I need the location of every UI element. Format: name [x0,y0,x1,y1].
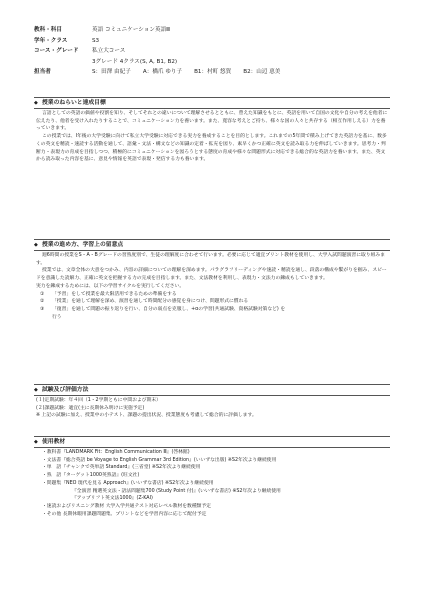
material-item: ・熟 語『ターゲット1000英熟語』(旺文社) [42,473,140,479]
teacher-s: S：田澤 由紀子 [92,69,131,76]
section-aims-title: 授業のねらいと達成目標 [42,100,106,106]
subject-row [34,25,394,36]
cycle-item [36,306,390,314]
course-info [34,25,394,78]
material-item: ・単 語『チャンクで英単語 Standard』(三省堂) ※S2年次より継続使用 [42,465,201,471]
diamond-icon: ◆ [34,242,38,248]
subject-label: 教科・科目 [34,27,62,33]
evaluation-line: (１)定期試験：年４回（1・2学期ともに中間および期末） [36,398,161,403]
cycle-item [36,298,390,306]
grade-row [34,36,394,47]
section-evaluation-header [34,384,390,396]
section-aims-header [34,97,390,109]
section-method-header [34,239,390,251]
diamond-icon: ◆ [34,387,38,393]
course-row [34,46,394,57]
cycle-text: 「授業」を通して理解を深め、演習を通して時間配分の感覚を身につけ、問題形式に慣れる [52,299,249,305]
course-row-2 [34,57,394,68]
material-item: ・文法書『総合英語 be Voyage to English Grammar 3rd Edition』(いいずな出版) ※S2年次より継続使用 [42,457,277,463]
cycle-item [36,291,390,299]
cycle-continuation: 行う [52,314,62,320]
cycle-num: ② [40,299,45,305]
teacher-a: A：橋爪 ゆり子 [142,69,183,76]
section-aims-body [36,110,390,164]
cycle-text: 「予習」をして授業を最大限活用できるための準備をする [52,291,177,297]
section-evaluation-title: 試験及び評価方法 [42,387,89,393]
section-materials-header [34,436,390,448]
teacher-list [92,67,394,78]
teacher-label: 担当者 [34,69,51,76]
material-item: ・速読およびリスニング教材 大学入学共通テスト対応レベル教材を数種類予定 [42,503,212,509]
section-method-title: 授業の進め方、学習上の留意点 [42,242,124,248]
cycle-text: 「復習」を通して問題の振り返りを行い、自分の弱点を克服し、+αの学習(共通試験、資格試験対策など) を [52,306,286,312]
material-sub-item: 『全演習 精選英文法・語法問題集700 (Study Point 付)』(いいずな書店) ※S2年次より継続使用 [72,488,281,494]
aims-paragraph-2: この授業では、Ⅰ年後の大学受験に向けて私立大学受験に対応できる実力を養成することを目的とします。これまでの5年間で積み上げてきた英語力を基に、数多くの英文を精読・速読する活動を通して、語彙・文法・構文などの知識の定着・拡充を図り、素早くかつ正確に英文を読み取る力を伸ばしていきます。思考力・判断力・表現力の育成を目指しつつ、積極的にコミュニケーションを図ろうとする態度の育成や様々な問題形式に対応できる総合的な英語力を養います。また、英文から読み取った内容を基に、意見や情報を英語で表現・発信する力も養います。 [36,134,387,163]
method-paragraph-2: 授業では、文章全体の大意をつかみ、内容の詳細についての理解を深めます。パラグラフリーディングや速読・精読を通し、段落の構成や繋がりを掴み、スピードを意識した読解力、正確に英文を把握する力の完成を目指します。また、文法教材を利用し、表現力・文法力の錬成もしていきます。 [36,268,387,282]
grade-value: S3 [92,37,100,44]
course-label: コース・グレード [34,48,79,55]
teacher-b2: B2：山辺 恵美 [243,69,281,76]
teacher-b1: B1：村町 悠賀 [194,69,232,76]
course-value-2: 3グレード 4クラス(S, A, B1, B2) [92,58,178,65]
subject-value: 英語 コミュニケーション英語Ⅲ [92,27,171,33]
method-intro: 実力を錬成するためには、以下の学習サイクルを実行してください。 [36,283,185,289]
evaluation-line: (２)課題試験：適宜(主に長期休み明けに実施予定) [36,405,145,411]
material-item: ・教科書『LANDMARK Fit：English Communication Ⅲ』(啓林館) [42,450,190,455]
material-sub-item: 『アップリフト英文法1000』(Z-KAI) [72,496,153,502]
aims-paragraph-1: 言語としての英語の価値や役割を知り、そしてそれとの違いについて理解させるとともに、豊えた知識をもとに、英語を用いて自国の文化や自分の考えを他者に伝えたり、他者を受け入れたりすることで、コミュニケーション力を養います。また、寛容な考えとご持ち、様々な国の人々と共存する（相互作用しえる）力を養っていきます。 [36,111,388,132]
course-value-1: 私立大コース [92,48,126,55]
material-item: ・問題集『NEO 現代を見る Approach』(いいずな書店) ※S2年次より継続使用 [42,480,214,486]
evaluation-note: ※ 上記の試験に加え、授業中の小テスト、課題の提出状況、授業態度も考慮して総合的に評価します。 [36,413,257,419]
section-materials-body [36,449,390,518]
material-item: ・その他 長期休暇用課題問題集、プリントなどを学習内容に応じて配付予定 [42,511,207,517]
teacher-row [34,67,394,78]
section-materials-title: 使用教材 [42,439,66,445]
diamond-icon: ◆ [34,100,38,106]
grade-label: 学年・クラス [34,37,68,44]
cycle-num: ③ [40,306,45,312]
diamond-icon: ◆ [34,439,38,445]
cycle-num: ① [40,291,45,297]
method-paragraph-1: 週6時間の授業をS・A・Bグレードの習熟度別で、生徒の理解度に合わせて行います。必要に応じて適宜プリント教材を使用し、大学入試問題演習に取り組みます。 [36,253,385,266]
section-method-body [36,252,390,321]
section-evaluation-body [36,397,390,420]
